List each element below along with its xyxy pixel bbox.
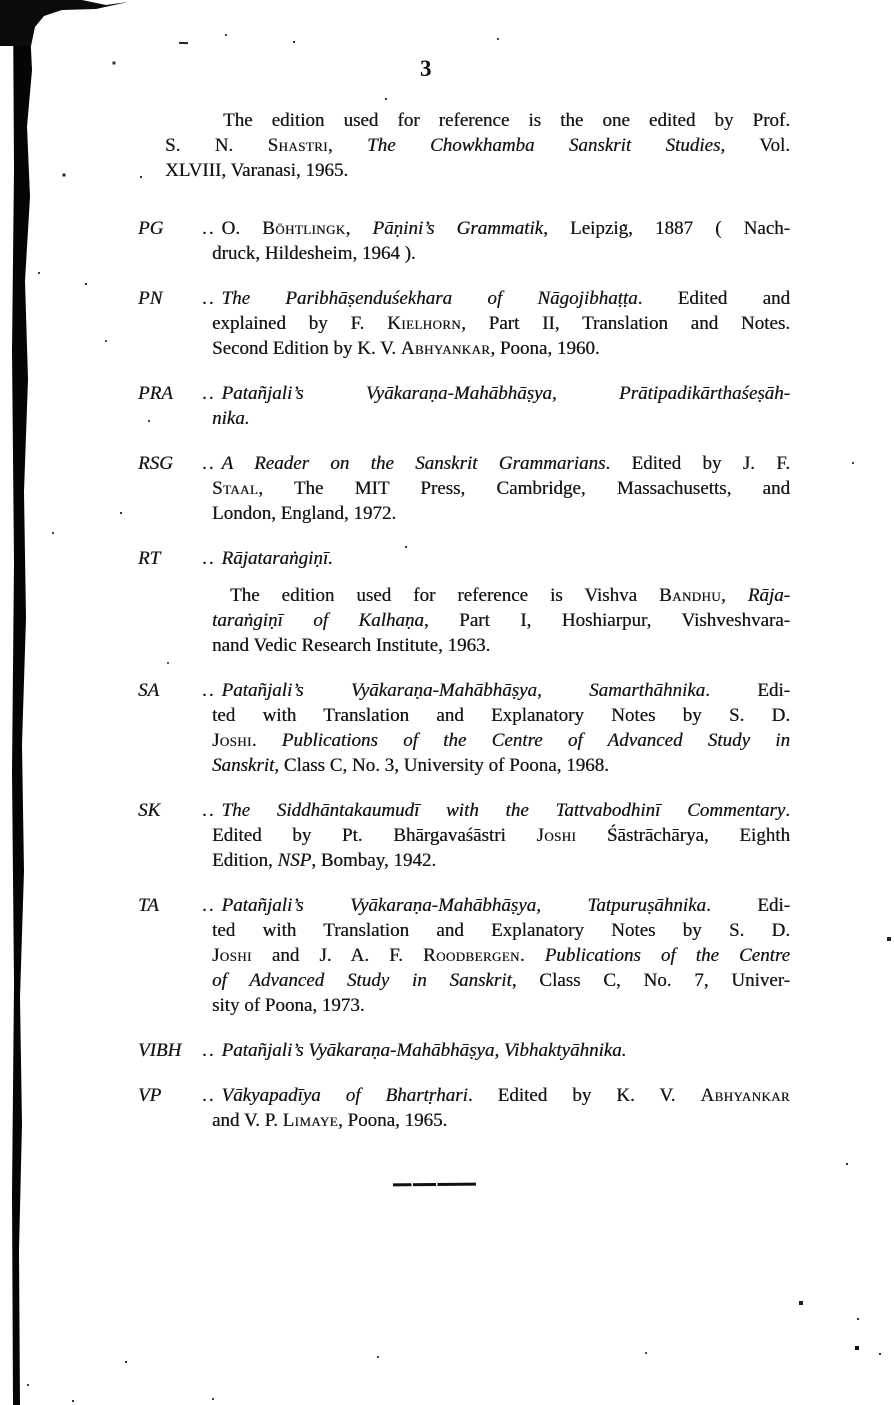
- abbreviation-entry: [138, 286, 790, 361]
- text-segment: nand Vedic Research Institute, 1963.: [212, 635, 491, 656]
- paragraph: [165, 108, 790, 183]
- abbreviation-label: VIBH: [138, 1040, 182, 1061]
- entry-text: [202, 451, 790, 526]
- text-segment: . Edi-: [705, 680, 790, 701]
- abbreviation-entry: [138, 1038, 790, 1063]
- text-segment: , Part I, Hoshiarpur, Vishveshvara-: [423, 610, 790, 631]
- text-line: [202, 848, 790, 873]
- leader-dots: ..: [202, 288, 216, 309]
- abbreviation-entry: [138, 678, 790, 778]
- paragraph: [202, 1038, 790, 1063]
- text-segment: XLVIII, Varanasi, 1965.: [165, 160, 349, 181]
- paragraph: [202, 583, 790, 658]
- text-line: [212, 583, 790, 608]
- text-segment: , Poona, 1960.: [490, 338, 600, 359]
- text-line: [202, 798, 790, 823]
- text-line: [202, 823, 790, 848]
- text-segment: Patañjali’s Vyākaraṇa-Mahābhāṣya, Tatpuruṣāhnika: [221, 895, 707, 916]
- leader-dots: ..: [202, 218, 216, 239]
- text-segment: Abhyankar: [700, 1085, 791, 1106]
- text-line: [202, 678, 790, 703]
- text-segment: Shastri: [267, 135, 328, 156]
- entry-text: [202, 286, 790, 361]
- scan-artifact-corner-blob: [0, 0, 130, 46]
- text-segment: O.: [221, 218, 263, 239]
- entry-text: [202, 798, 790, 873]
- text-segment: .: [519, 945, 545, 966]
- text-segment: and V. P.: [212, 1110, 283, 1131]
- text-segment: Limaye: [282, 1110, 338, 1131]
- abbreviation-entry: [138, 1083, 790, 1133]
- leader-dots: ..: [202, 895, 216, 916]
- leader-dots: ..: [202, 1040, 216, 1061]
- intro-paragraph: [165, 108, 790, 183]
- text-segment: Edited by Pt. Bhārgavaśāstri: [212, 825, 537, 846]
- text-line: [165, 158, 790, 183]
- abbreviation-label: PG: [138, 218, 164, 239]
- text-segment: Joshi: [536, 825, 577, 846]
- paragraph: [202, 381, 790, 431]
- text-line: [202, 286, 790, 311]
- abbreviation-entry: [138, 798, 790, 873]
- text-segment: Pāṇini’s Grammatik: [372, 218, 544, 239]
- text-line: [202, 943, 790, 968]
- entry-text: [202, 216, 790, 266]
- text-segment: Roodbergen: [423, 945, 520, 966]
- text-segment: Joshi: [212, 945, 252, 966]
- text-line: [212, 633, 790, 658]
- abbreviation-entry: [138, 451, 790, 526]
- text-segment: .: [251, 730, 282, 751]
- abbreviation-label: VP: [138, 1085, 162, 1106]
- text-segment: Patañjali’s Vyākaraṇa-Mahābhāṣya, Prātipadikārthaśeṣāh-: [221, 383, 790, 404]
- paragraph: [202, 546, 790, 571]
- text-line: [202, 476, 790, 501]
- text-segment: ted with Translation and Explanatory Notes by S. D.: [212, 705, 790, 726]
- text-segment: Kielhorn: [387, 313, 462, 334]
- text-segment: . Edited by K. V.: [467, 1085, 701, 1106]
- text-segment: ,: [327, 135, 368, 156]
- text-segment: Rājataraṅgiṇī.: [221, 548, 333, 569]
- scan-artifact-dash: [179, 42, 188, 44]
- end-rule: [393, 1183, 476, 1187]
- text-segment: The Siddhāntakaumudī with the Tattvabodhinī Commentary: [221, 800, 786, 821]
- abbreviation-label: TA: [138, 895, 159, 916]
- entry-text: [202, 893, 790, 1018]
- text-segment: Sanskrit: [212, 755, 275, 776]
- leader-dots: ..: [202, 548, 216, 569]
- entry-text: [202, 546, 790, 658]
- text-segment: , Vol.: [720, 135, 790, 156]
- abbreviation-label: SA: [138, 680, 160, 701]
- text-line: [202, 893, 790, 918]
- text-segment: Patañjali’s Vyākaraṇa-Mahābhāṣya, Vibhaktyāhnika.: [221, 1040, 627, 1061]
- text-line: [202, 381, 790, 406]
- text-segment: sity of Poona, 1973.: [212, 995, 365, 1016]
- scan-artifact-specks: [0, 0, 2, 2]
- text-segment: London, England, 1972.: [212, 503, 397, 524]
- text-segment: . Edi-: [706, 895, 791, 916]
- text-line: [202, 918, 790, 943]
- text-segment: Rāja-: [747, 585, 791, 606]
- text-line: [202, 216, 790, 241]
- text-line: [202, 501, 790, 526]
- abbreviation-label: SK: [138, 800, 161, 821]
- text-segment: Second Edition by K. V.: [212, 338, 401, 359]
- text-segment: druck, Hildesheim, 1964 ).: [212, 243, 416, 264]
- text-segment: and J. A. F.: [251, 945, 423, 966]
- text-segment: A Reader on the Sanskrit Grammarians: [221, 453, 606, 474]
- leader-dots: ..: [202, 383, 216, 404]
- entry-text: [202, 678, 790, 778]
- paragraph: [202, 216, 790, 266]
- text-segment: . Edited and: [637, 288, 791, 309]
- text-segment: Bandhu: [659, 585, 722, 606]
- text-segment: The Paribhāṣenduśekhara of Nāgojibhaṭṭa: [221, 288, 638, 309]
- text-line: [202, 451, 790, 476]
- text-segment: , The MIT Press, Cambridge, Massachusetts, and: [258, 478, 790, 499]
- paragraph: [202, 1083, 790, 1133]
- abbreviation-list: [138, 216, 790, 1133]
- text-line: [202, 241, 790, 266]
- paragraph: [202, 893, 790, 1018]
- text-line: [202, 1038, 790, 1063]
- abbreviation-label: RT: [138, 548, 161, 569]
- text-segment: Vākyapadīya of Bhartṛhari: [221, 1085, 468, 1106]
- text-segment: NSP: [277, 850, 312, 871]
- text-segment: . Edited by J. F.: [605, 453, 790, 474]
- text-segment: , Part II, Translation and Notes.: [461, 313, 790, 334]
- scan-artifact-left-edge: [0, 0, 44, 1405]
- paragraph: [202, 678, 790, 778]
- text-segment: Edition,: [212, 850, 278, 871]
- text-line: [165, 108, 790, 133]
- paragraph: [202, 286, 790, 361]
- leader-dots: ..: [202, 453, 216, 474]
- entry-text: [202, 1038, 790, 1063]
- page-content: [138, 108, 790, 1153]
- paragraph: [202, 451, 790, 526]
- text-line: [202, 546, 790, 571]
- text-segment: of Advanced Study in Sanskrit: [212, 970, 512, 991]
- text-segment: , Poona, 1965.: [338, 1110, 448, 1131]
- abbreviation-entry: [138, 381, 790, 431]
- text-segment: nika.: [212, 408, 250, 429]
- text-line: [165, 133, 790, 158]
- abbreviation-label: PRA: [138, 383, 173, 404]
- text-segment: The Chowkhamba Sanskrit Studies: [367, 135, 721, 156]
- text-segment: Staal: [212, 478, 259, 499]
- text-line: [202, 753, 790, 778]
- text-line: [212, 608, 790, 633]
- text-line: [202, 406, 790, 431]
- abbreviation-entry: [138, 546, 790, 658]
- abbreviation-entry: [138, 893, 790, 1018]
- leader-dots: ..: [202, 680, 216, 701]
- text-segment: taraṅgiṇī of Kalhaṇa: [212, 610, 424, 631]
- abbreviation-label: RSG: [138, 453, 173, 474]
- leader-dots: ..: [202, 800, 216, 821]
- entry-text: [202, 381, 790, 431]
- text-segment: explained by F.: [212, 313, 388, 334]
- text-segment: The edition used for reference is Vishva: [230, 585, 660, 606]
- text-line: [202, 1108, 790, 1133]
- text-segment: Böhtlingk: [262, 218, 346, 239]
- text-segment: Patañjali’s Vyākaraṇa-Mahābhāṣya, Samarthāhnika: [221, 680, 706, 701]
- text-segment: , Class C, No. 3, University of Poona, 1968.: [274, 755, 609, 776]
- text-segment: , Class C, No. 7, Univer-: [511, 970, 790, 991]
- text-segment: Publications of the Centre: [544, 945, 791, 966]
- text-line: [202, 728, 790, 753]
- text-segment: Śāstrāchārya, Eighth: [576, 825, 790, 846]
- text-line: [202, 1083, 790, 1108]
- text-line: [202, 311, 790, 336]
- text-line: [202, 703, 790, 728]
- leader-dots: ..: [202, 1085, 216, 1106]
- text-segment: .: [785, 800, 790, 821]
- text-segment: ted with Translation and Explanatory Notes by S. D.: [212, 920, 790, 941]
- text-line: [202, 993, 790, 1018]
- entry-text: [202, 1083, 790, 1133]
- paragraph: [202, 798, 790, 873]
- text-segment: S. N.: [165, 135, 268, 156]
- text-segment: Joshi: [212, 730, 252, 751]
- page-number: 3: [420, 56, 432, 81]
- text-line: [202, 336, 790, 361]
- abbreviation-entry: [138, 216, 790, 266]
- text-segment: , Bombay, 1942.: [311, 850, 437, 871]
- text-segment: The edition used for reference is the one edited by Prof.: [223, 110, 790, 131]
- abbreviation-label: PN: [138, 288, 163, 309]
- text-line: [202, 968, 790, 993]
- text-segment: Publications of the Centre of Advanced Study in: [281, 730, 790, 751]
- text-segment: ,: [721, 585, 748, 606]
- text-segment: ,: [345, 218, 373, 239]
- text-segment: , Leipzig, 1887 ( Nach-: [543, 218, 790, 239]
- text-segment: Abhyankar: [400, 338, 491, 359]
